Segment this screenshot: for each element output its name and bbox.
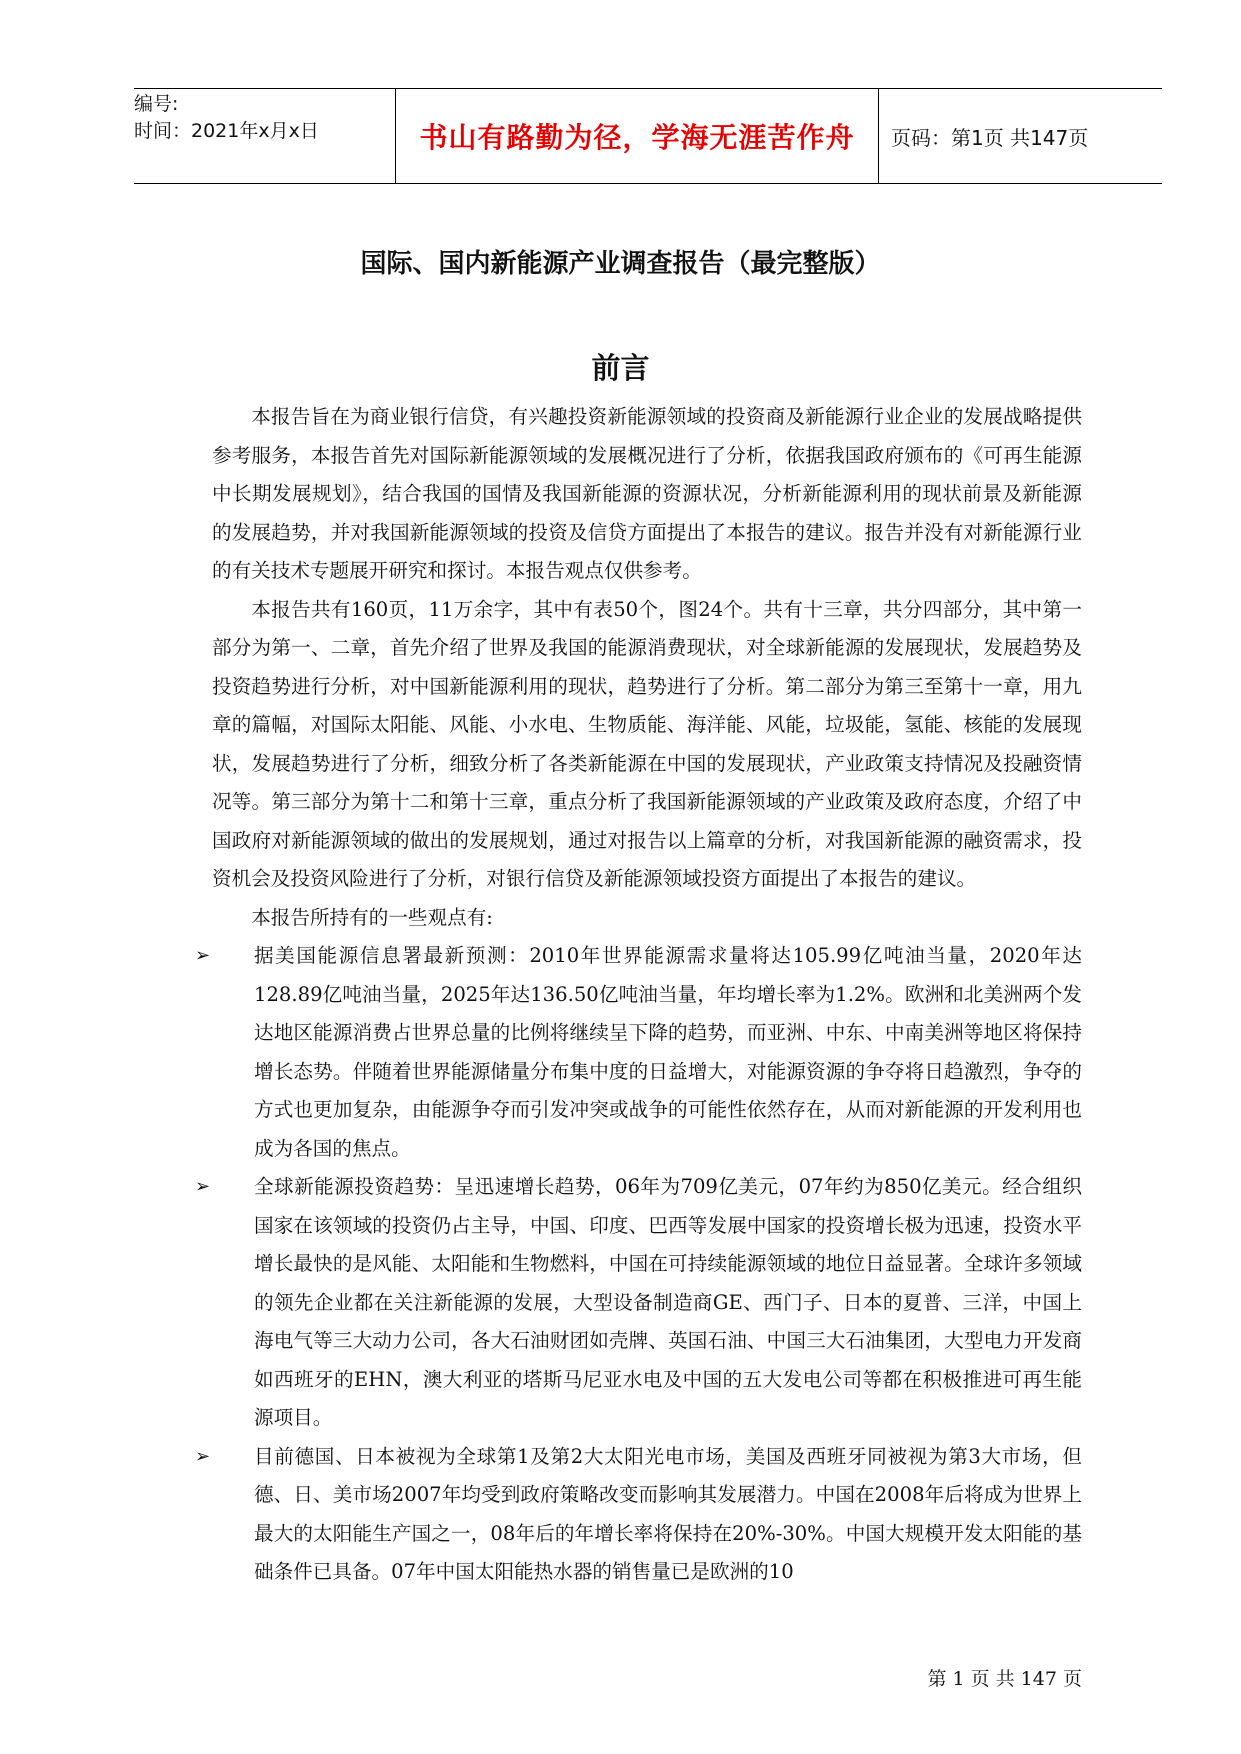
bullet-text: 目前德国、日本被视为全球第1及第2大太阳光电市场，美国及西班牙同被视为第3大市场，但德、日、美市场2007年均受到政府策略改变而影响其发展潜力。中国在2008年后将成为世界上最大的太阳能生产国之一，08年后的年增长率将保持在20%-30%。中国大规模开发太阳能的基础条件已具备。07年中国太阳能热水器的销售量已是欧洲的10 [254,1444,1082,1583]
bullet-item [195,937,1082,1168]
section-title: 前言 [591,351,650,385]
bullet-text: 全球新能源投资趋势：呈迅速增长趋势，06年为709亿美元，07年约为850亿美元。经合组织国家在该领域的投资仍占主导，中国、印度、巴西等发展中国家的投资增长极为迅速，投资水平增长最快的是风能、太阳能和生物燃料，中国在可持续能源领域的地位日益显著。全球许多领域的领先企业都在关注新能源的发展，大型设备制造商GE、西门子、日本的夏普、三洋，中国上海电气等三大动力公司，各大石油财团如壳牌、英国石油、中国三大石油集团，大型电力开发商如西班牙的EHN，澳大利亚的塔斯马尼亚水电及中国的五大发电公司等都在积极推进可再生能源项目。 [254,1175,1082,1429]
page-header [134,88,1162,184]
page-code: 页码：第1页 共147页 [891,125,1089,150]
page-footer: 第 1 页 共 147 页 [927,1668,1082,1690]
arrow-bullet-icon: ➢ [195,1445,211,1467]
serial-label: 编号: [134,93,179,115]
header-page-cell [879,89,1162,183]
paragraph: 本报告旨在为商业银行信贷，有兴趣投资新能源领域的投资商及新能源行业企业的发展战略提供参考服务，本报告首先对国际新能源领域的发展概况进行了分析，依据我国政府颁布的《可再生能源中长期发展规划》，结合我国的国情及我国新能源的资源状况，分析新能源利用的现状前景及新能源的发展趋势，并对我国新能源领域的投资及信贷方面提出了本报告的建议。报告并没有对新能源行业的有关技术专题展开研究和探讨。本报告观点仅供参考。 [212,405,1082,582]
header-info-cell [134,89,396,183]
time-label: 时间：2021年x月x日 [134,120,319,142]
header-motto-cell [396,89,879,183]
bullet-item [195,1168,1082,1438]
arrow-bullet-icon: ➢ [195,1176,211,1197]
arrow-bullet-icon: ➢ [195,945,211,966]
motto-text: 书山有路勤为径，学海无涯苦作舟 [419,121,855,154]
bullet-text: 据美国能源信息署最新预测：2010年世界能源需求量将达105.99亿吨油当量，2020年达128.89亿吨油当量，2025年达136.50亿吨油当量，年均增长率为1.2%。欧洲和北美洲两个发达地区能源消费占世界总量的比例将继续呈下降的趋势，而亚洲、中东、中南美洲等地区将保持增长态势。伴随着世界能源储量分布集中度的日益增大，对能源资源的争夺将日趋激烈，争夺的方式也更加复杂，由能源争夺而引发冲突或战争的可能性依然存在，从而对新能源的开发利用也成为各国的焦点。 [254,944,1082,1160]
document-title: 国际、国内新能源产业调查报告（最完整版） [360,249,881,279]
bullet-item [195,1438,1082,1592]
paragraph: 本报告所持有的一些观点有: [251,905,493,929]
paragraph: 本报告共有160页，11万余字，其中有表50个，图24个。共有十三章，共分四部分，其中第一部分为第一、二章，首先介绍了世界及我国的能源消费现状，对全球新能源的发展现状，发展趋势及投资趋势进行分析，对中国新能源利用的现状，趋势进行了分析。第二部分为第三至第十一章，用九章的篇幅，对国际太阳能、风能、小水电、生物质能、海洋能、风能，垃圾能，氢能、核能的发展现状，发展趋势进行了分析，细致分析了各类新能源在中国的发展现状，产业政策支持情况及投融资情况等。第三部分为第十二和第十三章，重点分析了我国新能源领域的产业政策及政府态度，介绍了中国政府对新能源领域的做出的发展规划，通过对报告以上篇章的分析，对我国新能源的融资需求，投资机会及投资风险进行了分析，对银行信贷及新能源领域投资方面提出了本报告的建议。 [212,597,1082,890]
document-body [195,398,1082,1592]
